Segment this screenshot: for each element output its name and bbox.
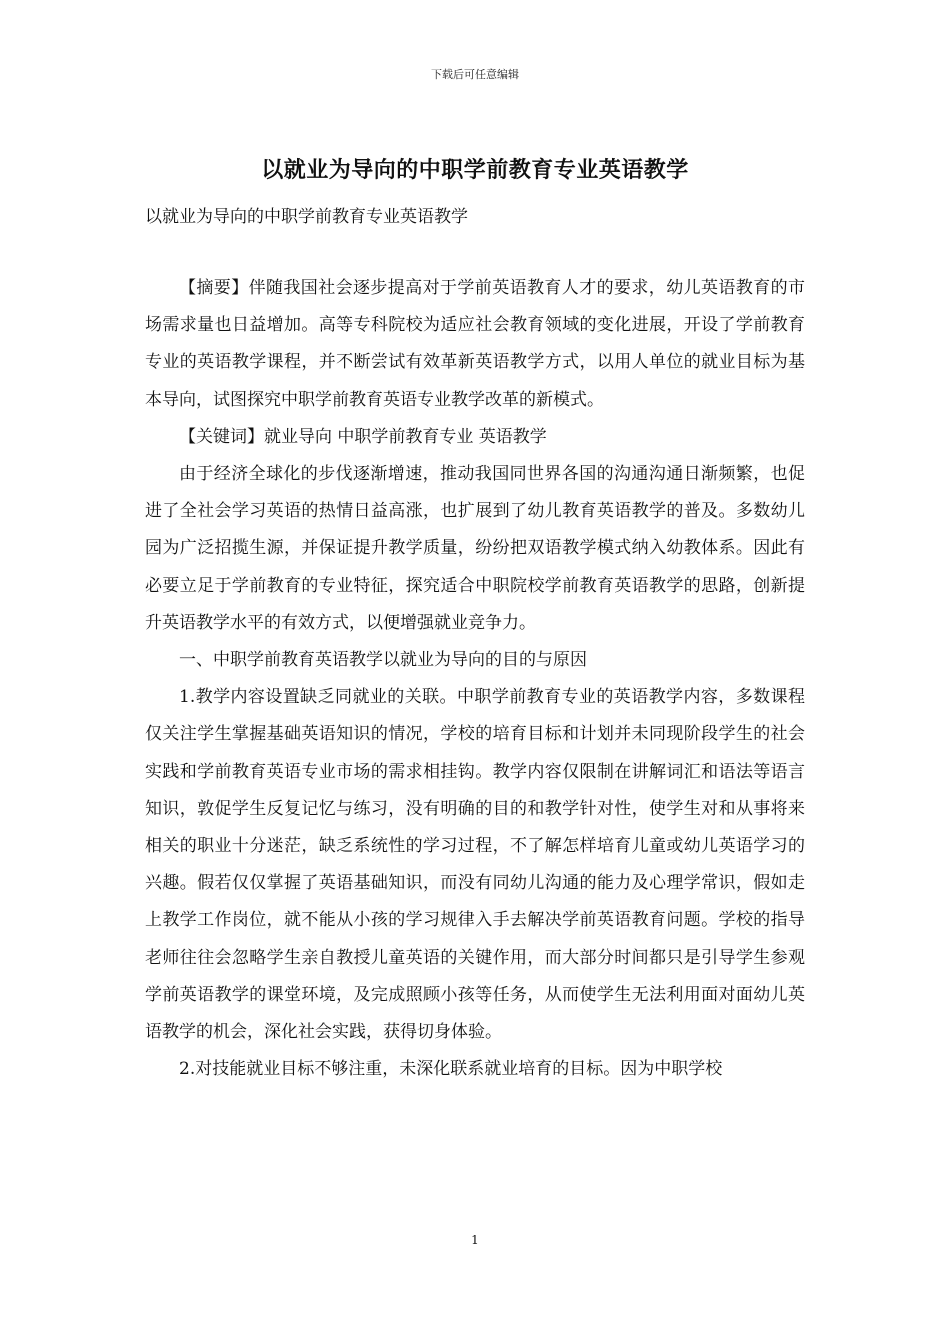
keywords-paragraph: 【关键词】就业导向 中职学前教育专业 英语教学 [179,426,547,447]
page-number: 1 [471,1233,479,1247]
document-subtitle: 以就业为导向的中职学前教育专业英语教学 [145,207,468,227]
header-note: 下载后可任意编辑 [431,68,519,81]
body-paragraph: 2.对技能就业目标不够注重，未深化联系就业培育的目标。因为中职学校 [179,1059,723,1080]
body-paragraph: 1.教学内容设置缺乏同就业的关联。中职学前教育专业的英语教学内容，多数课程仅关注学生掌握基础英语知识的情况，学校的培育目标和计划并未同现阶段学生的社会实践和学前教育英语专业市场的需求相挂钩。教学内容仅限制在讲解词汇和语法等语言知识，敦促学生反复记忆与练习，没有明确的目的和教学针对性，使学生对和从事将来相关的职业十分迷茫，缺乏系统性的学习过程，不了解怎样培育儿童或幼儿英语学习的兴趣。假若仅仅掌握了英语基础知识，而没有同幼儿沟通的能力及心理学常识，假如走上教学工作岗位，就不能从小孩的学习规律入手去解决学前英语教育问题。学校的指导老师往往会忽略学生亲自教授儿童英语的关键作用，而大部分时间都只是引导学生参观学前英语教学的课堂环境，及完成照顾小孩等任务，从而使学生无法利用面对面幼儿英语教学的机会，深化社会实践，获得切身体验。 [145,687,805,1043]
intro-paragraph: 由于经济全球化的步伐逐渐增速，推动我国同世界各国的沟通沟通日渐频繁，也促进了全社会学习英语的热情日益高涨，也扩展到了幼儿教育英语教学的普及。多数幼儿园为广泛招揽生源，并保证提升教学质量，纷纷把双语教学模式纳入幼教体系。因此有必要立足于学前教育的专业特征，探究适合中职院校学前教育英语教学的思路，创新提升英语教学水平的有效方式，以便增强就业竞争力。 [145,464,805,633]
document-title: 以就业为导向的中职学前教育专业英语教学 [261,157,689,183]
abstract-paragraph: 【摘要】伴随我国社会逐步提高对于学前英语教育人才的要求，幼儿英语教育的市场需求量也日益增加。高等专科院校为适应社会教育领域的变化进展，开设了学前教育专业的英语教学课程，并不断尝试有效革新英语教学方式，以用人单位的就业目标为基本导向，试图探究中职学前教育英语专业教学改革的新模式。 [145,278,805,410]
section-heading: 一、中职学前教育英语教学以就业为导向的目的与原因 [179,650,587,671]
document-body [145,270,805,1088]
